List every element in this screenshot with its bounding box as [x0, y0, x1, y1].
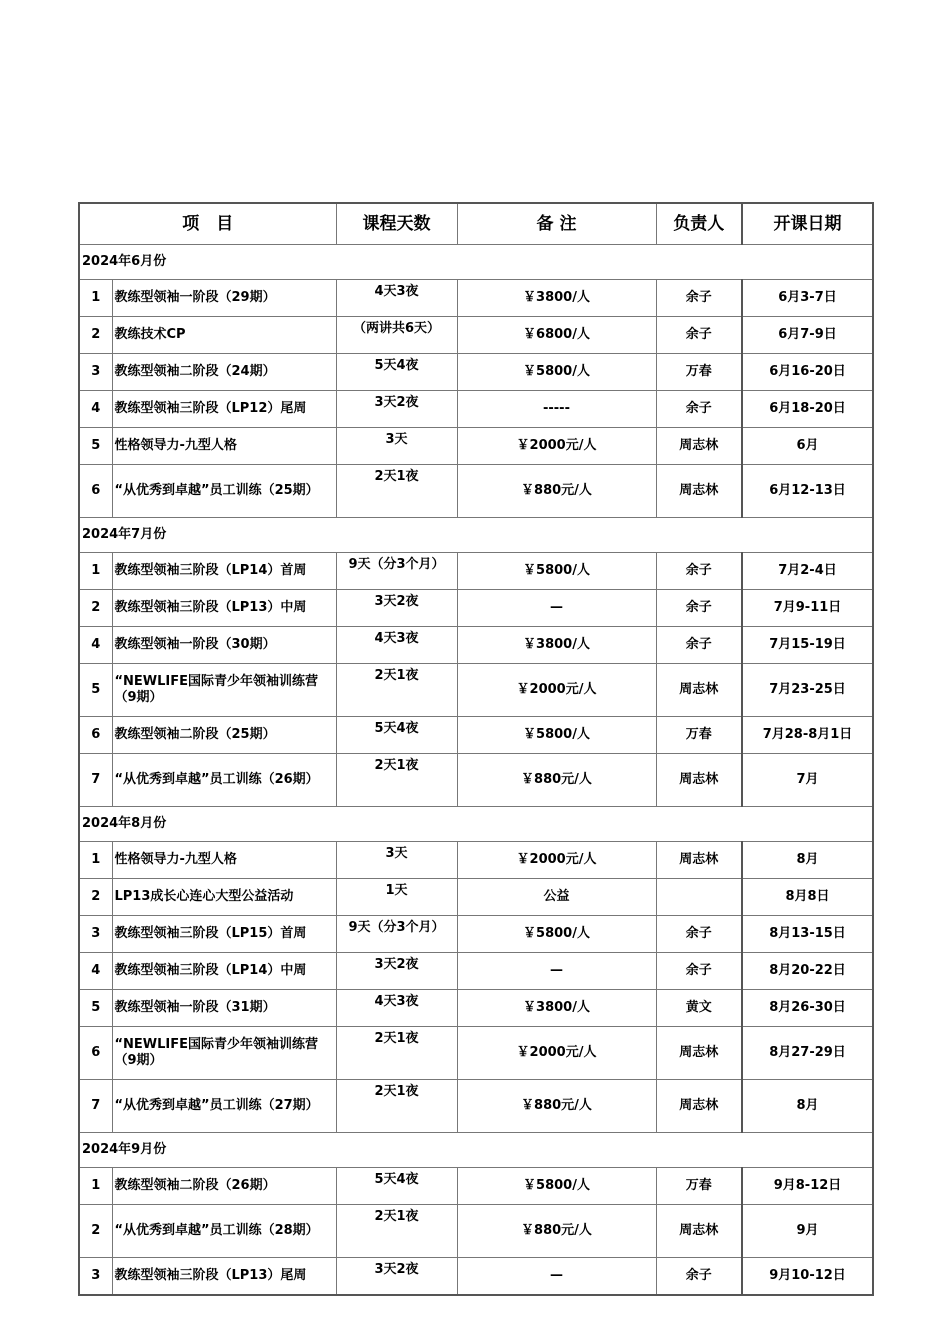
course-days: 5天4夜 [336, 1168, 457, 1205]
start-date: 8月27-29日 [742, 1027, 873, 1080]
project-name: 教练型领袖二阶段（24期） [112, 354, 336, 391]
start-date: 9月 [742, 1205, 873, 1258]
note-price: ￥2000元/人 [457, 1027, 656, 1080]
table-row [79, 317, 873, 354]
note-price: ￥2000元/人 [457, 428, 656, 465]
owner-name: 周志林 [656, 1080, 742, 1133]
project-name: “从优秀到卓越”员工训练（25期） [112, 465, 336, 518]
row-number: 3 [79, 916, 112, 953]
row-number: 5 [79, 664, 112, 717]
row-number: 6 [79, 465, 112, 518]
note-price: ￥5800/人 [457, 354, 656, 391]
month-row [79, 807, 873, 842]
row-number: 1 [79, 1168, 112, 1205]
note-price: ￥880元/人 [457, 1205, 656, 1258]
project-name: “从优秀到卓越”员工训练（26期） [112, 754, 336, 807]
course-days: 9天（分3个月） [336, 553, 457, 590]
row-number: 2 [79, 879, 112, 916]
row-number: 2 [79, 1205, 112, 1258]
course-days: 2天1夜 [336, 1205, 457, 1258]
table-row [79, 953, 873, 990]
table-row [79, 391, 873, 428]
project-name: 教练型领袖二阶段（25期） [112, 717, 336, 754]
note-price: ￥880元/人 [457, 754, 656, 807]
month-label: 2024年6月份 [79, 245, 873, 280]
header-owner: 负责人 [656, 203, 742, 245]
table-row [79, 627, 873, 664]
month-label: 2024年8月份 [79, 807, 873, 842]
project-name: 教练型领袖三阶段（LP14）中周 [112, 953, 336, 990]
start-date: 6月18-20日 [742, 391, 873, 428]
owner-name: 周志林 [656, 465, 742, 518]
table-row [79, 879, 873, 916]
table-row [79, 1080, 873, 1133]
start-date: 7月 [742, 754, 873, 807]
note-price: ￥5800/人 [457, 1168, 656, 1205]
course-days: 5天4夜 [336, 717, 457, 754]
start-date: 8月 [742, 842, 873, 879]
note-price: ￥5800/人 [457, 553, 656, 590]
owner-name: 周志林 [656, 1205, 742, 1258]
note-price: — [457, 590, 656, 627]
note-price: ￥3800/人 [457, 990, 656, 1027]
course-days: 2天1夜 [336, 754, 457, 807]
owner-name: 余子 [656, 553, 742, 590]
table-row [79, 354, 873, 391]
schedule-body [79, 245, 873, 1295]
table-row [79, 280, 873, 317]
note-price: ￥2000元/人 [457, 664, 656, 717]
table-row [79, 590, 873, 627]
table-row [79, 553, 873, 590]
row-number: 4 [79, 627, 112, 664]
project-name: 教练技术CP [112, 317, 336, 354]
schedule-table [78, 202, 874, 1296]
start-date: 6月7-9日 [742, 317, 873, 354]
course-days: 9天（分3个月） [336, 916, 457, 953]
start-date: 7月28-8月1日 [742, 717, 873, 754]
project-name: 教练型领袖三阶段（LP15）首周 [112, 916, 336, 953]
course-days: 3天 [336, 842, 457, 879]
header-project: 项 目 [79, 203, 336, 245]
table-row [79, 990, 873, 1027]
header-note: 备 注 [457, 203, 656, 245]
course-days: 4天3夜 [336, 280, 457, 317]
project-name: 教练型领袖三阶段（LP13）尾周 [112, 1258, 336, 1295]
header-row [79, 203, 873, 245]
note-price: — [457, 1258, 656, 1295]
note-price: ----- [457, 391, 656, 428]
note-price: ￥5800/人 [457, 916, 656, 953]
project-name: 教练型领袖三阶段（LP12）尾周 [112, 391, 336, 428]
start-date: 6月 [742, 428, 873, 465]
month-row [79, 1133, 873, 1168]
row-number: 5 [79, 428, 112, 465]
note-price: 公益 [457, 879, 656, 916]
project-name: 教练型领袖三阶段（LP13）中周 [112, 590, 336, 627]
header-days: 课程天数 [336, 203, 457, 245]
course-days: 3天2夜 [336, 1258, 457, 1295]
start-date: 9月10-12日 [742, 1258, 873, 1295]
start-date: 8月26-30日 [742, 990, 873, 1027]
owner-name: 余子 [656, 1258, 742, 1295]
row-number: 6 [79, 1027, 112, 1080]
owner-name: 余子 [656, 317, 742, 354]
row-number: 5 [79, 990, 112, 1027]
course-days: 1天 [336, 879, 457, 916]
table-row [79, 1168, 873, 1205]
owner-name: 余子 [656, 627, 742, 664]
owner-name: 万春 [656, 1168, 742, 1205]
header-date: 开课日期 [742, 203, 873, 245]
table-row [79, 916, 873, 953]
table-row [79, 664, 873, 717]
project-name: “NEWLIFE国际青少年领袖训练营（9期） [112, 664, 336, 717]
course-days: 3天 [336, 428, 457, 465]
row-number: 3 [79, 354, 112, 391]
course-days: 2天1夜 [336, 1027, 457, 1080]
start-date: 8月 [742, 1080, 873, 1133]
course-days: 2天1夜 [336, 1080, 457, 1133]
start-date: 7月23-25日 [742, 664, 873, 717]
course-days: 3天2夜 [336, 590, 457, 627]
row-number: 6 [79, 717, 112, 754]
owner-name: 黄文 [656, 990, 742, 1027]
month-label: 2024年7月份 [79, 518, 873, 553]
course-days: 2天1夜 [336, 664, 457, 717]
owner-name: 万春 [656, 717, 742, 754]
owner-name: 余子 [656, 590, 742, 627]
project-name: 教练型领袖一阶段（29期） [112, 280, 336, 317]
project-name: 性格领导力-九型人格 [112, 842, 336, 879]
owner-name: 周志林 [656, 754, 742, 807]
course-days: 5天4夜 [336, 354, 457, 391]
project-name: “从优秀到卓越”员工训练（27期） [112, 1080, 336, 1133]
project-name: 教练型领袖一阶段（30期） [112, 627, 336, 664]
owner-name: 余子 [656, 916, 742, 953]
row-number: 3 [79, 1258, 112, 1295]
owner-name: 周志林 [656, 428, 742, 465]
table-row [79, 717, 873, 754]
project-name: 性格领导力-九型人格 [112, 428, 336, 465]
start-date: 8月20-22日 [742, 953, 873, 990]
owner-name: 周志林 [656, 1027, 742, 1080]
project-name: 教练型领袖二阶段（26期） [112, 1168, 336, 1205]
table-row [79, 1027, 873, 1080]
table-row [79, 842, 873, 879]
course-days: 2天1夜 [336, 465, 457, 518]
course-days: （两讲共6天） [336, 317, 457, 354]
row-number: 2 [79, 590, 112, 627]
start-date: 7月2-4日 [742, 553, 873, 590]
row-number: 4 [79, 391, 112, 428]
row-number: 1 [79, 553, 112, 590]
owner-name: 万春 [656, 354, 742, 391]
start-date: 8月8日 [742, 879, 873, 916]
start-date: 8月13-15日 [742, 916, 873, 953]
note-price: ￥880元/人 [457, 1080, 656, 1133]
project-name: LP13成长心连心大型公益活动 [112, 879, 336, 916]
month-row [79, 518, 873, 553]
start-date: 6月16-20日 [742, 354, 873, 391]
note-price: ￥6800/人 [457, 317, 656, 354]
row-number: 2 [79, 317, 112, 354]
table-row [79, 465, 873, 518]
owner-name [656, 879, 742, 916]
owner-name: 余子 [656, 953, 742, 990]
table-row [79, 428, 873, 465]
month-row [79, 245, 873, 280]
table-row [79, 1205, 873, 1258]
owner-name: 周志林 [656, 664, 742, 717]
table-row [79, 754, 873, 807]
start-date: 6月3-7日 [742, 280, 873, 317]
row-number: 1 [79, 280, 112, 317]
row-number: 7 [79, 1080, 112, 1133]
month-label: 2024年9月份 [79, 1133, 873, 1168]
note-price: ￥2000元/人 [457, 842, 656, 879]
table-row [79, 1258, 873, 1295]
course-days: 3天2夜 [336, 391, 457, 428]
start-date: 7月15-19日 [742, 627, 873, 664]
project-name: 教练型领袖一阶段（31期） [112, 990, 336, 1027]
project-name: 教练型领袖三阶段（LP14）首周 [112, 553, 336, 590]
start-date: 6月12-13日 [742, 465, 873, 518]
note-price: — [457, 953, 656, 990]
owner-name: 余子 [656, 391, 742, 428]
row-number: 7 [79, 754, 112, 807]
note-price: ￥3800/人 [457, 280, 656, 317]
start-date: 7月9-11日 [742, 590, 873, 627]
note-price: ￥5800/人 [457, 717, 656, 754]
course-days: 4天3夜 [336, 990, 457, 1027]
start-date: 9月8-12日 [742, 1168, 873, 1205]
course-days: 4天3夜 [336, 627, 457, 664]
course-days: 3天2夜 [336, 953, 457, 990]
note-price: ￥880元/人 [457, 465, 656, 518]
note-price: ￥3800/人 [457, 627, 656, 664]
project-name: “从优秀到卓越”员工训练（28期） [112, 1205, 336, 1258]
row-number: 1 [79, 842, 112, 879]
project-name: “NEWLIFE国际青少年领袖训练营（9期） [112, 1027, 336, 1080]
owner-name: 余子 [656, 280, 742, 317]
owner-name: 周志林 [656, 842, 742, 879]
row-number: 4 [79, 953, 112, 990]
